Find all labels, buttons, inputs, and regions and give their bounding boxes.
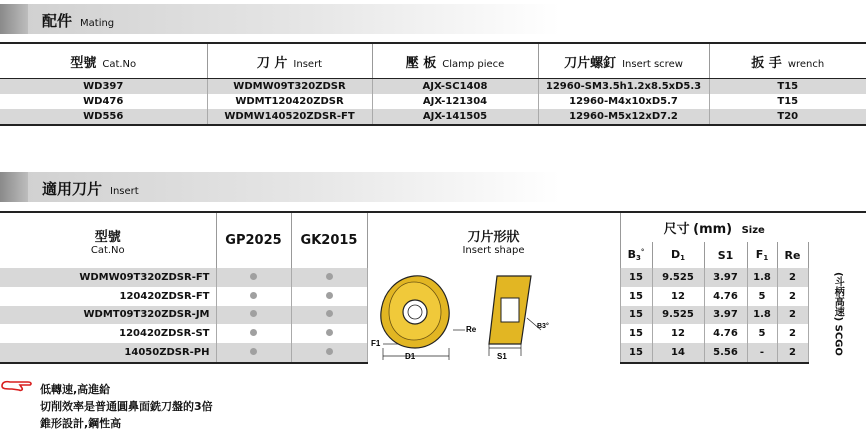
mating-header-wrench: 扳 手 wrench (709, 43, 866, 79)
section-header-tab (0, 4, 28, 34)
cell-d1: 14 (652, 343, 704, 363)
table-row (0, 79, 866, 95)
cell-screw: 12960-M4x10xD5.7 (538, 94, 709, 109)
availability-dot-icon (250, 329, 257, 336)
insert-shape-diagram (369, 268, 619, 360)
insert-header-gk2015: GK2015 (291, 212, 367, 268)
grade-dot-cell (291, 306, 367, 325)
insert-header-size: 尺寸 (mm) Size (620, 212, 808, 242)
cell-b3: 15 (620, 306, 652, 325)
mating-table (0, 42, 866, 126)
cell-catno: 120420ZDSR-FT (0, 287, 216, 306)
cell-d1: 9.525 (652, 306, 704, 325)
insert-header-catno: 型號 Cat.No (0, 212, 216, 268)
cell-s1: 4.76 (704, 324, 747, 343)
cell-s1: 3.97 (704, 306, 747, 325)
table-row (0, 268, 866, 287)
mating-header-insert: 刀 片 Insert (207, 43, 372, 79)
cell-screw: 12960-M5x12xD7.2 (538, 109, 709, 125)
insert-header-row-1 (0, 212, 866, 242)
mating-section-title: 配件 Mating (42, 12, 115, 30)
cell-re: 2 (777, 306, 808, 325)
grade-dot-cell (216, 343, 291, 363)
grade-dot-cell (291, 268, 367, 287)
cell-d1: 12 (652, 324, 704, 343)
mating-header-screw: 刀片螺釘 Insert screw (538, 43, 709, 79)
feature-notes (40, 381, 213, 432)
insert-header-shape: 刀片形狀 Insert shape (367, 212, 620, 268)
table-row (0, 109, 866, 125)
availability-dot-icon (250, 292, 257, 299)
cell-catno: WDMW09T320ZDSR-FT (0, 268, 216, 287)
cell-d1: 9.525 (652, 268, 704, 287)
availability-dot-icon (326, 329, 333, 336)
grade-dot-cell (291, 324, 367, 343)
cell-f1: 5 (747, 287, 777, 306)
pointing-hand-icon (0, 379, 34, 393)
cell-re: 2 (777, 343, 808, 363)
insert-side-view-icon (489, 276, 541, 356)
cell-catno: WD556 (0, 109, 207, 125)
col-re: Re (777, 242, 808, 268)
mating-header-clamp: 壓 板 Clamp piece (372, 43, 538, 79)
section-header-tab (0, 172, 28, 202)
cell-b3: 15 (620, 324, 652, 343)
col-b3: $B_3^\circ$ (620, 242, 652, 268)
cell-re: 2 (777, 287, 808, 306)
cell-f1: 1.8 (747, 268, 777, 287)
insert-top-view-icon (380, 276, 464, 360)
cell-clamp: AJX-121304 (372, 94, 538, 109)
diagram-label-d1: D1 (404, 352, 415, 360)
mating-section-title-en: Mating (80, 18, 115, 29)
note-line: 切削效率是普通圓鼻面銑刀盤的3倍 (40, 400, 213, 413)
col-d1: $D_1$ (652, 242, 704, 268)
cell-catno: WDMT09T320ZDSR-JM (0, 306, 216, 325)
availability-dot-icon (326, 273, 333, 280)
grade-dot-cell (291, 343, 367, 363)
grade-dot-cell (216, 287, 291, 306)
cell-clamp: AJX-SC1408 (372, 79, 538, 95)
availability-dot-icon (250, 310, 257, 317)
cell-insert: WDMW09T320ZDSR (207, 79, 372, 95)
availability-dot-icon (250, 273, 257, 280)
cell-f1: 1.8 (747, 306, 777, 325)
cell-s1: 3.97 (704, 268, 747, 287)
mating-section-header (0, 4, 560, 34)
side-label-cell (808, 268, 866, 363)
cell-wrench: T20 (709, 109, 866, 125)
cell-f1: - (747, 343, 777, 363)
cell-wrench: T15 (777, 96, 799, 107)
table-row (0, 94, 866, 109)
diagram-label-b3: B3° (536, 323, 549, 330)
side-label: (斗柄高速) SCGO (832, 272, 844, 356)
cell-re: 2 (777, 324, 808, 343)
diagram-label-re: Re (465, 325, 476, 334)
cell-clamp: AJX-141505 (372, 109, 538, 125)
cell-catno: 14050ZDSR-PH (0, 343, 216, 363)
note-line: 低轉速,高進給 (40, 383, 111, 396)
insert-shape-cell (367, 268, 620, 363)
diagram-label-f1: F1 (370, 339, 380, 348)
col-s1: S1 (704, 242, 747, 268)
insert-section-title-en: Insert (110, 186, 139, 197)
insert-header-spacer (808, 212, 866, 268)
cell-insert: WDMW140520ZDSR-FT (207, 109, 372, 125)
grade-dot-cell (216, 268, 291, 287)
availability-dot-icon (250, 348, 257, 355)
diagram-label-s1: S1 (496, 352, 507, 360)
mating-header-catno: 型號 Cat.No (0, 43, 207, 79)
availability-dot-icon (326, 310, 333, 317)
insert-section-header (0, 172, 560, 202)
cell-catno: WD476 (0, 94, 207, 109)
cell-wrench: T15 (709, 79, 866, 95)
cell-screw: 12960-SM3.5h1.2x8.5xD5.3 (538, 79, 709, 95)
grade-dot-cell (216, 306, 291, 325)
note-line: 錐形設計,鋼性高 (40, 417, 122, 430)
cell-b3: 15 (620, 268, 652, 287)
cell-insert: WDMT120420ZDSR (207, 94, 372, 109)
cell-s1: 5.56 (704, 343, 747, 363)
availability-dot-icon (326, 348, 333, 355)
cell-catno: 120420ZDSR-ST (0, 324, 216, 343)
cell-s1: 4.76 (704, 287, 747, 306)
cell-d1: 12 (652, 287, 704, 306)
grade-dot-cell (291, 287, 367, 306)
cell-catno: WD397 (0, 79, 207, 95)
insert-table (0, 211, 866, 364)
insert-section-title: 適用刀片 Insert (42, 180, 139, 198)
mating-header-row (0, 43, 866, 79)
insert-header-gp2025: GP2025 (216, 212, 291, 268)
cell-b3: 15 (620, 287, 652, 306)
availability-dot-icon (326, 292, 333, 299)
grade-dot-cell (216, 324, 291, 343)
cell-re: 2 (777, 268, 808, 287)
col-f1: $F_1$ (747, 242, 777, 268)
cell-f1: 5 (747, 324, 777, 343)
cell-b3: 15 (620, 343, 652, 363)
